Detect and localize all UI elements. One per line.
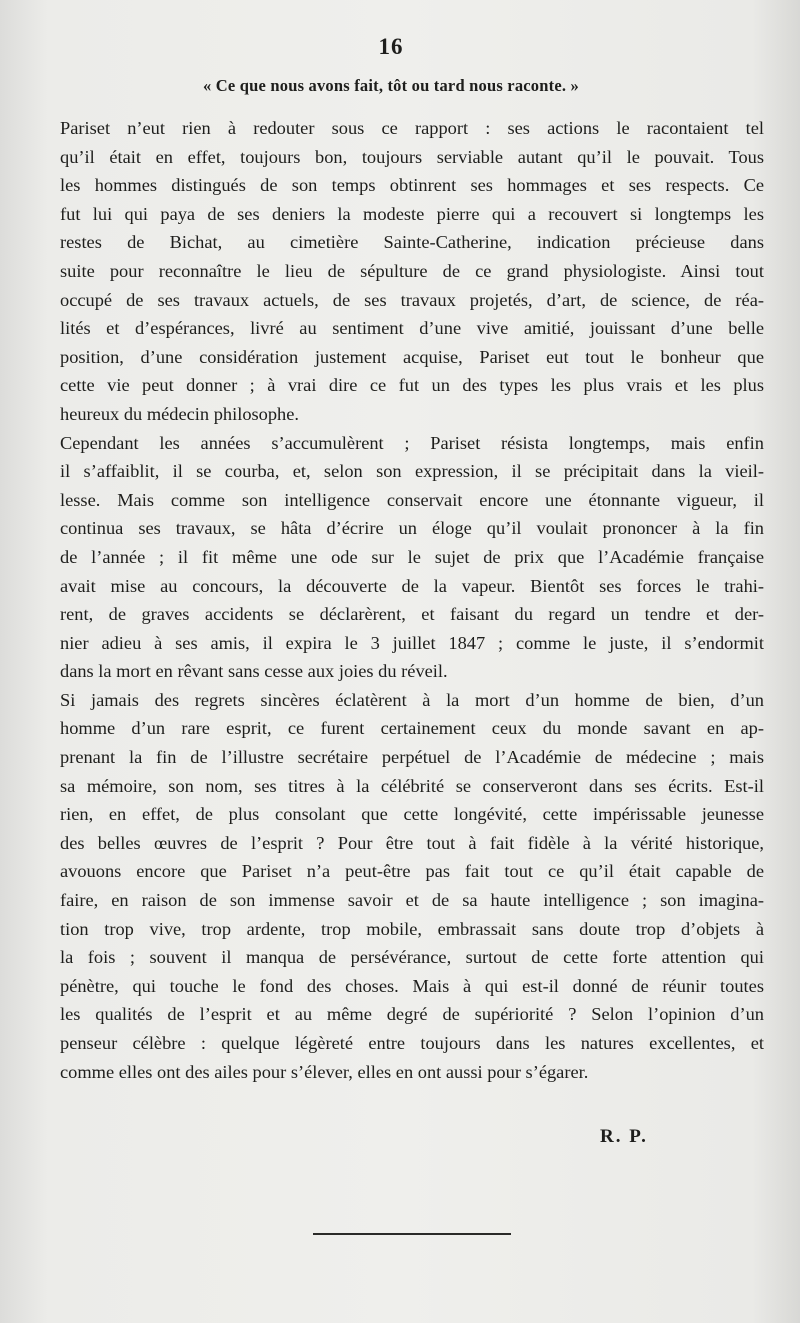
text-line: prenant la fin de l’illustre secrétaire perpétuel de l’Académie de médecine ; mais <box>60 747 764 768</box>
text-line: des belles œuvres de l’esprit ? Pour être tout à fait fidèle à la vérité historique, <box>60 832 764 853</box>
text-line: cette vie peut donner ; à vrai dire ce fut un des types les plus vrais et les plus <box>60 375 764 396</box>
text-line: lités et d’espérances, livré au sentiment d’une vive amitié, jouissant d’une belle <box>60 318 764 339</box>
text-line: qu’il était en effet, toujours bon, toujours serviable autant qu’il le pouvait. Tous <box>60 146 764 167</box>
text-line: rent, de graves accidents se déclarèrent, et faisant du regard un tendre et der- <box>60 604 764 625</box>
text-line: lesse. Mais comme son intelligence conservait encore une étonnante vigueur, il <box>60 489 764 510</box>
text-line: les hommes distingués de son temps obtinrent ses hommages et ses respects. Ce <box>60 175 764 196</box>
text-line: Cependant les années s’accumulèrent ; Pariset résista longtemps, mais enfin <box>60 432 764 453</box>
text-line: avouons encore que Pariset n’a peut-être pas fait tout ce qu’il était capable de <box>60 861 764 882</box>
paragraph-2 <box>60 429 764 686</box>
epigraph: « Ce que nous avons fait, tôt ou tard nous raconte. » <box>203 76 579 95</box>
text-line: de l’année ; il fit même une ode sur le sujet de prix que l’Académie française <box>60 546 764 567</box>
text-line: dans la mort en rêvant sans cesse aux joies du réveil. <box>60 661 448 682</box>
text-line: penseur célèbre : quelque légèreté entre toujours dans les natures excellentes, et <box>60 1033 764 1053</box>
text-line: tion trop vive, trop ardente, trop mobile, embrassait sans doute trop d’objets à <box>60 918 764 939</box>
text-line: faire, en raison de son immense savoir et de sa haute intelligence ; son imagina- <box>60 890 764 911</box>
text-line: il s’affaiblit, il se courba, et, selon son expression, il se précipitait dans la vieil- <box>60 461 764 482</box>
divider-rule <box>313 1233 511 1235</box>
text-line: nier adieu à ses amis, il expira le 3 juillet 1847 ; comme le juste, il s’endormit <box>60 632 764 653</box>
body-text <box>60 114 764 1086</box>
text-line: restes de Bichat, au cimetière Sainte-Catherine, indication précieuse dans <box>60 232 764 253</box>
text-line: Si jamais des regrets sincères éclatèrent à la mort d’un homme de bien, d’un <box>60 689 764 710</box>
text-line: pénètre, qui touche le fond des choses. Mais à qui est-il donné de réunir toutes <box>60 975 764 996</box>
page-number: 16 <box>378 34 404 59</box>
paragraph-3 <box>60 686 764 1086</box>
text-line: suite pour reconnaître le lieu de sépulture de ce grand physiologiste. Ainsi tout <box>60 260 764 281</box>
text-line: les qualités de l’esprit et au même degré de supériorité ? Selon l’opinion d’un <box>60 1004 764 1025</box>
text-line: homme d’un rare esprit, ce furent certainement ceux du monde savant en ap- <box>60 718 764 739</box>
paragraph-1 <box>60 114 764 429</box>
text-line: heureux du médecin philosophe. <box>60 403 300 424</box>
text-line: occupé de ses travaux actuels, de ses travaux projetés, d’art, de science, de réa- <box>60 289 764 310</box>
signature: R. P. <box>600 1126 648 1147</box>
text-line: avait mise au concours, la découverte de la vapeur. Bientôt ses forces le trahi- <box>60 575 764 596</box>
text-line: fut lui qui paya de ses deniers la modeste pierre qui a recouvert si longtemps les <box>60 203 764 224</box>
text-line: Pariset n’eut rien à redouter sous ce rapport : ses actions le racontaient tel <box>60 118 764 138</box>
text-line: continua ses travaux, se hâta d’écrire un éloge qu’il voulait prononcer à la fin <box>60 518 764 539</box>
text-line: position, d’une considération justement acquise, Pariset eut tout le bonheur que <box>60 346 764 367</box>
text-line: comme elles ont des ailes pour s’élever, elles en ont aussi pour s’égarer. <box>60 1061 589 1082</box>
text-line: rien, en effet, de plus consolant que cette longévité, cette impérissable jeunesse <box>60 804 764 825</box>
text-line: la fois ; souvent il manqua de persévérance, surtout de cette forte attention qui <box>60 947 764 968</box>
text-line: sa mémoire, son nom, ses titres à la célébrité se conserveront dans ses écrits. Est-il <box>60 775 764 796</box>
